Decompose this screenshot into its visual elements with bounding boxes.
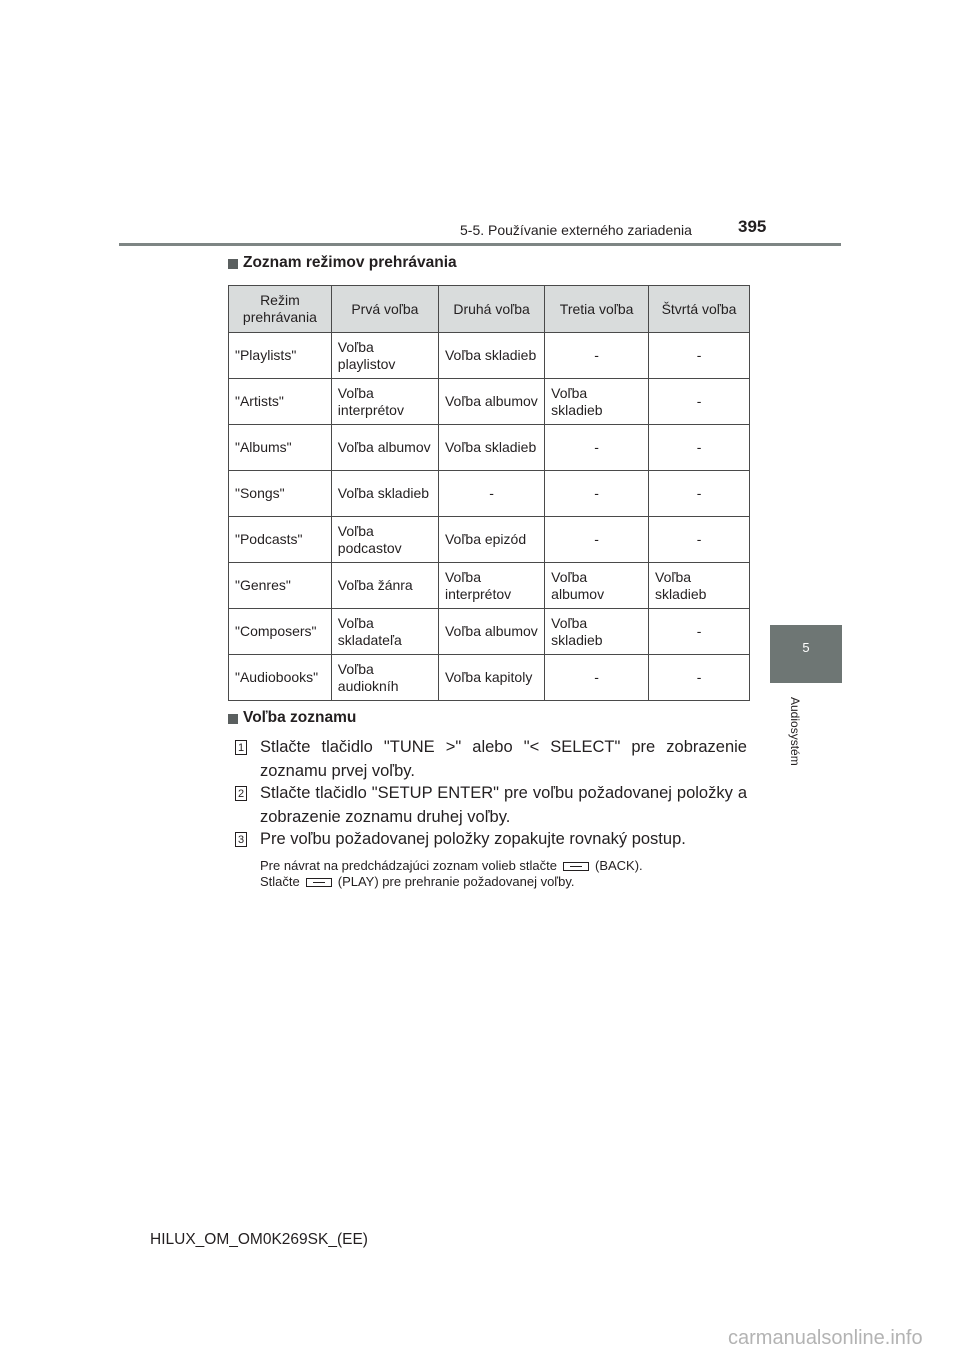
table-cell: - (649, 425, 750, 471)
table-cell: Voľba interprétov (438, 563, 544, 609)
table-cell: "Audiobooks" (229, 655, 332, 701)
chapter-tab-label: Audiosystém (788, 697, 802, 766)
playback-modes-table (228, 285, 750, 701)
note-line (260, 874, 643, 890)
step-1 (235, 735, 747, 783)
step-text: Stlačte tlačidlo "TUNE >" alebo "< SELECT" pre zobrazenie zoznamu prvej voľby. (260, 738, 747, 780)
table-cell: Voľba podcastov (331, 517, 438, 563)
note-line (260, 858, 643, 874)
table-cell: Voľba albumov (545, 563, 649, 609)
section-heading-playback-modes (228, 254, 457, 272)
page-number: 395 (738, 217, 767, 236)
document-code-footer: HILUX_OM_OM0K269SK_(EE) (150, 1231, 368, 1248)
step-number-box: 3 (235, 832, 247, 847)
table-cell: "Artists" (229, 379, 332, 425)
section-heading-list-selection (228, 709, 356, 727)
table-row (229, 471, 750, 517)
table-cell: Voľba skladieb (545, 609, 649, 655)
note-text-part: (BACK). (595, 858, 643, 873)
section-heading-text: Zoznam režimov prehrávania (243, 254, 457, 271)
table-cell: "Playlists" (229, 333, 332, 379)
table-cell: Voľba albumov (438, 379, 544, 425)
table-cell: Voľba interprétov (331, 379, 438, 425)
watermark: carmanualsonline.info (728, 1327, 923, 1349)
table-row (229, 609, 750, 655)
table-row (229, 333, 750, 379)
table-cell: "Composers" (229, 609, 332, 655)
table-cell: - (438, 471, 544, 517)
table-row (229, 425, 750, 471)
table-header-cell: Tretia voľba (545, 286, 649, 333)
table-header-cell: Druhá voľba (438, 286, 544, 333)
table-cell: - (545, 425, 649, 471)
table-cell: "Albums" (229, 425, 332, 471)
step-number-box: 1 (235, 740, 247, 755)
chapter-tab: 5 (770, 625, 842, 683)
table-cell: Voľba skladieb (438, 333, 544, 379)
play-button-icon (306, 878, 332, 887)
step-text: Pre voľbu požadovanej položky zopakujte rovnaký postup. (260, 830, 686, 848)
table-cell: - (545, 471, 649, 517)
running-header-section: 5-5. Používanie externého zariadenia (460, 222, 692, 238)
table-row (229, 655, 750, 701)
table-header-cell: Režim prehrávania (229, 286, 332, 333)
table-cell: - (649, 379, 750, 425)
note-text-part: (PLAY) pre prehranie požadovanej voľby. (337, 874, 575, 889)
step-3 (235, 827, 747, 851)
note-text-part: Pre návrat na predchádzajúci zoznam volieb stlačte (260, 858, 557, 873)
section-heading-text: Voľba zoznamu (243, 709, 357, 726)
square-bullet-icon (228, 259, 238, 269)
table-cell: Voľba skladieb (438, 425, 544, 471)
table-cell: - (649, 609, 750, 655)
header-rule (119, 243, 841, 246)
table-cell: Voľba albumov (331, 425, 438, 471)
square-bullet-icon (228, 714, 238, 724)
table-cell: Voľba playlistov (331, 333, 438, 379)
step-2 (235, 781, 747, 829)
step-text: Stlačte tlačidlo "SETUP ENTER" pre voľbu požadovanej položky a zobrazenie zoznamu druhej voľby. (260, 784, 747, 826)
table-cell: - (545, 333, 649, 379)
table-cell: "Songs" (229, 471, 332, 517)
table-header-cell: Prvá voľba (331, 286, 438, 333)
table-cell: - (649, 471, 750, 517)
step-number-box: 2 (235, 786, 247, 801)
table-cell: Voľba kapitoly (438, 655, 544, 701)
table-cell: - (649, 655, 750, 701)
table-cell: Voľba žánra (331, 563, 438, 609)
table-cell: Voľba albumov (438, 609, 544, 655)
table-cell: "Podcasts" (229, 517, 332, 563)
table-cell: Voľba epizód (438, 517, 544, 563)
table-cell: - (649, 517, 750, 563)
table-cell: Voľba skladieb (649, 563, 750, 609)
table-header-cell: Štvrtá voľba (649, 286, 750, 333)
table-row (229, 563, 750, 609)
table-cell: "Genres" (229, 563, 332, 609)
table-cell: Voľba skladieb (331, 471, 438, 517)
table-cell: - (649, 333, 750, 379)
table-row (229, 517, 750, 563)
note-text (260, 858, 643, 890)
table-cell: - (545, 517, 649, 563)
table-cell: Voľba skladateľa (331, 609, 438, 655)
back-button-icon (563, 862, 589, 871)
table-cell: Voľba skladieb (545, 379, 649, 425)
table-cell: Voľba audiokníh (331, 655, 438, 701)
table-cell: - (545, 655, 649, 701)
table-header-row (229, 286, 750, 333)
table-row (229, 379, 750, 425)
note-text-part: Stlačte (260, 874, 300, 889)
